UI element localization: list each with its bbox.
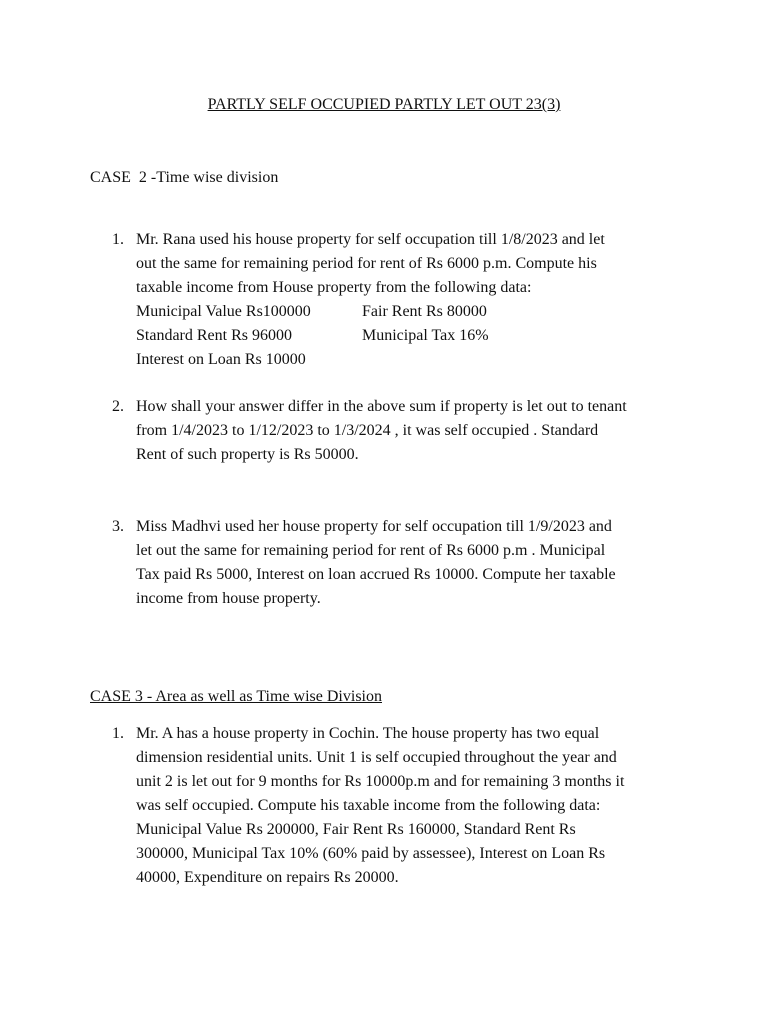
question-line: was self occupied. Compute his taxable income from the following data: — [136, 797, 601, 814]
question-line: from 1/4/2023 to 1/12/2023 to 1/3/2024 , it was self occupied . Standard — [136, 422, 599, 439]
question-line: taxable income from House property from the following data: — [136, 279, 532, 296]
question-line: let out the same for remaining period for rent of Rs 6000 p.m . Municipal — [136, 542, 606, 559]
data-row — [136, 300, 692, 324]
data-row — [136, 324, 692, 348]
question-line: dimension residential units. Unit 1 is self occupied throughout the year and — [136, 749, 617, 766]
list-number: 1. — [112, 725, 124, 742]
case-2-question-3 — [112, 515, 692, 611]
question-line: Mr. A has a house property in Cochin. The house property has two equal — [136, 725, 600, 742]
question-line: income from house property. — [136, 590, 321, 607]
document-title: PARTLY SELF OCCUPIED PARTLY LET OUT 23(3) — [207, 96, 561, 113]
question-line: Miss Madhvi used her house property for self occupation till 1/9/2023 and — [136, 518, 612, 535]
data-cell: Municipal Value Rs100000 — [136, 303, 311, 320]
list-number: 1. — [112, 231, 124, 248]
question-line: Mr. Rana used his house property for self occupation till 1/8/2023 and let — [136, 231, 605, 248]
question-line: How shall your answer differ in the above sum if property is let out to tenant — [136, 398, 627, 415]
list-number: 2. — [112, 398, 124, 415]
question-line: unit 2 is let out for 9 months for Rs 10000p.m and for remaining 3 months it — [136, 773, 625, 790]
list-number: 3. — [112, 518, 124, 535]
data-cell: Municipal Tax 16% — [362, 327, 489, 344]
data-cell: Standard Rent Rs 96000 — [136, 327, 292, 344]
case-3-question-1 — [112, 722, 692, 890]
question-line: Tax paid Rs 5000, Interest on loan accrued Rs 10000. Compute her taxable — [136, 566, 616, 583]
case-2-question-2 — [112, 395, 692, 467]
question-line: Municipal Value Rs 200000, Fair Rent Rs 160000, Standard Rent Rs — [136, 821, 576, 838]
question-line: 40000, Expenditure on repairs Rs 20000. — [136, 869, 399, 886]
question-line: 300000, Municipal Tax 10% (60% paid by assessee), Interest on Loan Rs — [136, 845, 606, 862]
case-2-heading: CASE 2 -Time wise division — [90, 169, 279, 186]
question-line: Rent of such property is Rs 50000. — [136, 446, 359, 463]
case-3-heading: CASE 3 - Area as well as Time wise Division — [90, 688, 382, 705]
question-line: out the same for remaining period for rent of Rs 6000 p.m. Compute his — [136, 255, 597, 272]
case-2-question-1 — [112, 228, 692, 372]
data-cell: Fair Rent Rs 80000 — [362, 303, 487, 320]
question-line: Interest on Loan Rs 10000 — [136, 351, 306, 368]
